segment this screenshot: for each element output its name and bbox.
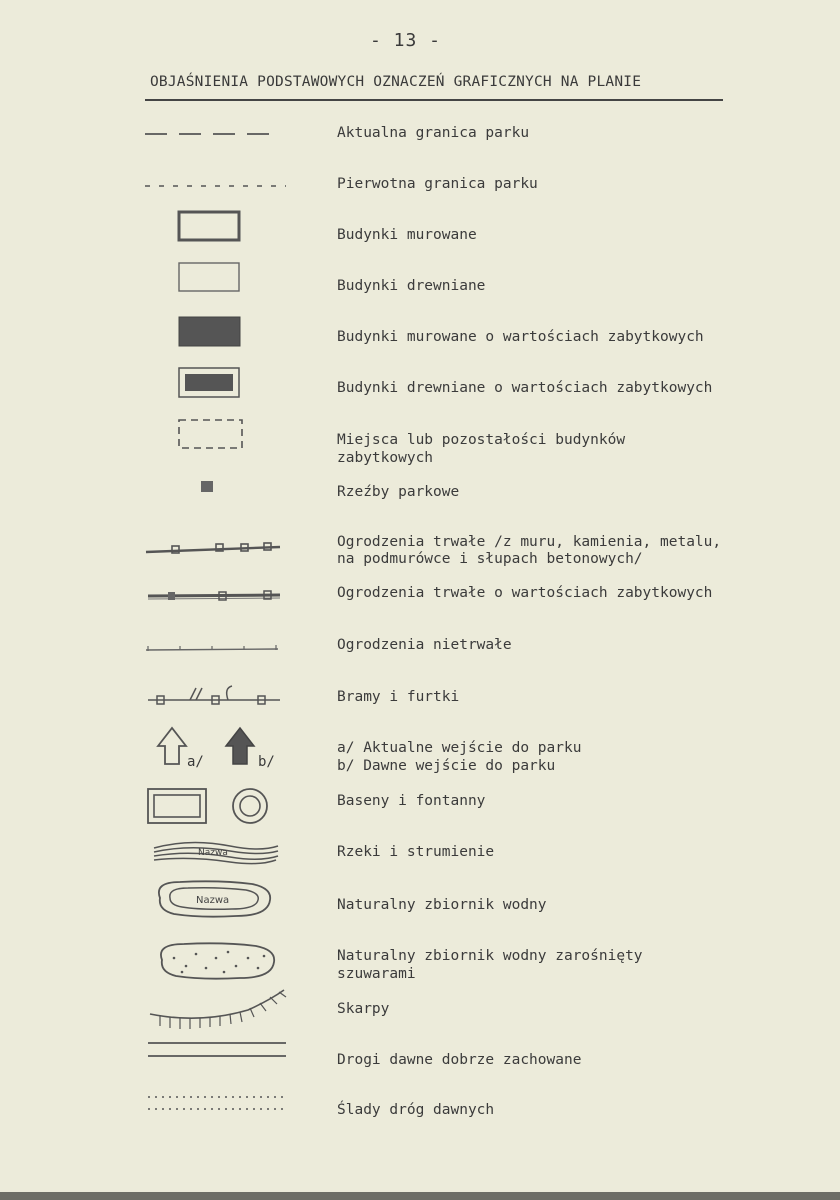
page-number: - 13 -	[370, 30, 442, 51]
legend-label: Skarpy	[337, 1001, 390, 1017]
water-body-name-label: Nazwa	[196, 895, 230, 906]
legend-label: Budynki murowane o wartościach zabytkowych	[337, 329, 704, 345]
legend-label: Rzeki i strumienie	[337, 844, 495, 860]
historic-wooden-building-symbol	[140, 366, 300, 400]
escarpment-symbol	[140, 986, 300, 1030]
title-underline	[145, 99, 723, 101]
legend-label: a/ Aktualne wejście do parku	[337, 740, 582, 756]
building-remains-symbol	[140, 416, 300, 452]
legend-label: Baseny i fontanny	[337, 793, 486, 809]
temporary-fence-symbol	[140, 636, 300, 656]
historic-fence-symbol	[140, 584, 300, 608]
legend-label-line2: na podmurówce i słupach betonowych/	[337, 551, 643, 567]
legend-label: Ślady dróg dawnych	[337, 1102, 495, 1118]
river-symbol	[140, 838, 300, 866]
permanent-fence-symbol	[140, 534, 300, 558]
historic-brick-building-symbol	[140, 316, 300, 350]
legend-label-line2: szuwarami	[337, 966, 416, 982]
road-traces-symbol	[140, 1094, 300, 1114]
legend-label-line2: zabytkowych	[337, 450, 434, 466]
legend-label: Naturalny zbiornik wodny	[337, 897, 547, 913]
legend-label: Ogrodzenia trwałe o wartościach zabytkowych	[337, 585, 713, 601]
symbol-label-b: b/	[258, 754, 275, 770]
dashed-line-symbol	[140, 124, 300, 144]
legend-label: Bramy i furtki	[337, 689, 460, 705]
former-entrance-arrow-icon	[226, 728, 254, 764]
legend-label: Budynki drewniane	[337, 278, 486, 294]
entrance-arrows-symbol	[140, 724, 300, 772]
pool-fountain-symbol	[140, 786, 300, 826]
legend-label: Rzeźby parkowe	[337, 484, 460, 500]
legend-label: Ogrodzenia nietrwałe	[337, 637, 512, 653]
wooden-building-symbol	[140, 261, 300, 295]
legend-label: Budynki murowane	[337, 227, 477, 243]
legend-label: Ogrodzenia trwałe /z muru, kamienia, metalu,	[337, 534, 722, 550]
overgrown-water-body-symbol	[140, 938, 300, 984]
natural-water-body-symbol	[140, 876, 300, 922]
gate-symbol	[140, 680, 300, 714]
page-title: OBJAŚNIENIA PODSTAWOWYCH OZNACZEŃ GRAFICZNYCH NA PLANIE	[150, 74, 642, 90]
legend-label: Drogi dawne dobrze zachowane	[337, 1052, 582, 1068]
preserved-road-symbol	[140, 1040, 300, 1060]
legend-label: Budynki drewniane o wartościach zabytkowych	[337, 380, 713, 396]
legend-label-line2: b/ Dawne wejście do parku	[337, 758, 556, 774]
legend-label: Aktualna granica parku	[337, 125, 530, 141]
page-bottom-edge	[0, 1192, 840, 1200]
river-name-label: Nazwa	[198, 848, 228, 858]
legend-label: Miejsca lub pozostałości budynków	[337, 432, 626, 448]
brick-building-symbol	[140, 210, 300, 244]
dotted-line-symbol	[140, 175, 300, 195]
legend-label: Pierwotna granica parku	[337, 176, 538, 192]
sculpture-symbol	[140, 478, 300, 498]
legend-label: Naturalny zbiornik wodny zarośnięty	[337, 948, 643, 964]
symbol-label-a: a/	[187, 754, 204, 770]
current-entrance-arrow-icon	[158, 728, 186, 764]
